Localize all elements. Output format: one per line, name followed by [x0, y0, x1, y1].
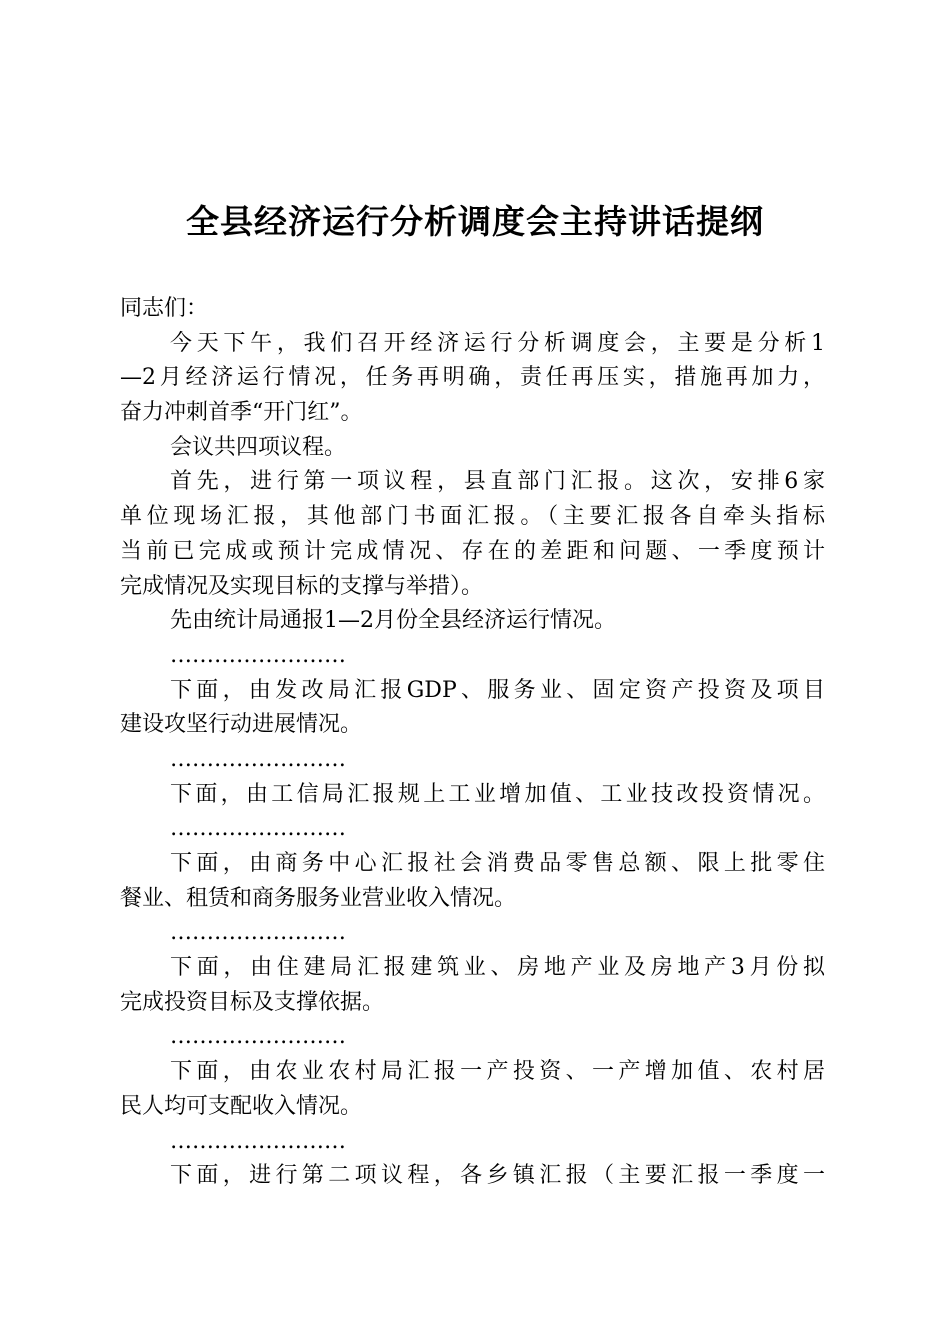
text-line: 建设攻坚行动进展情况。 [120, 712, 363, 738]
text-line: 当前已完成或预计完成情况、存在的差距和问题、一季度预计 [120, 538, 825, 564]
text-line: 首先，进行第一项议程，县直部门汇报。这次，安排6家 [170, 469, 825, 495]
text-line: 下面，由农业农村局汇报一产投资、一产增加值、农村居 [170, 1059, 825, 1085]
ellipsis-line: …………………… [170, 746, 346, 772]
text-line: 会议共四项议程。 [170, 434, 347, 460]
text-line: 下面，进行第二项议程，各乡镇汇报（主要汇报一季度一 [170, 1163, 825, 1189]
document-body [120, 292, 825, 1194]
text-line: 下面，由发改局汇报GDP、服务业、固定资产投资及项目 [170, 677, 825, 703]
text-line: 完成情况及实现目标的支撑与举措）。 [120, 573, 484, 599]
text-line: 下面，由住建局汇报建筑业、房地产业及房地产3月份拟 [170, 955, 825, 981]
text-line: 餐业、租赁和商务服务业营业收入情况。 [120, 885, 517, 911]
text-line: 今天下午，我们召开经济运行分析调度会，主要是分析1 [170, 330, 825, 356]
text-line: —2月经济运行情况，任务再明确，责任再压实，措施再加力， [120, 365, 825, 391]
text-line: 民人均可支配收入情况。 [120, 1093, 363, 1119]
text-line: 同志们： [120, 296, 209, 321]
ellipsis-line: …………………… [170, 816, 346, 842]
text-line: 先由统计局通报1—2月份全县经济运行情况。 [170, 608, 616, 634]
ellipsis-line: …………………… [170, 1128, 346, 1154]
ellipsis-line: …………………… [170, 920, 346, 946]
document-title: 全县经济运行分析调度会主持讲话提纲 [186, 202, 764, 241]
text-line: 下面，由工信局汇报规上工业增加值、工业技改投资情况。 [170, 781, 825, 807]
text-line: 单位现场汇报，其他部门书面汇报。（主要汇报各自牵头指标 [120, 504, 825, 530]
text-line: 奋力冲刺首季“开门红”。 [120, 400, 363, 426]
text-line: 下面，由商务中心汇报社会消费品零售总额、限上批零住 [170, 851, 825, 876]
ellipsis-line: …………………… [170, 642, 346, 668]
text-line: 完成投资目标及支撑依据。 [120, 989, 385, 1015]
ellipsis-line: …………………… [170, 1024, 346, 1050]
